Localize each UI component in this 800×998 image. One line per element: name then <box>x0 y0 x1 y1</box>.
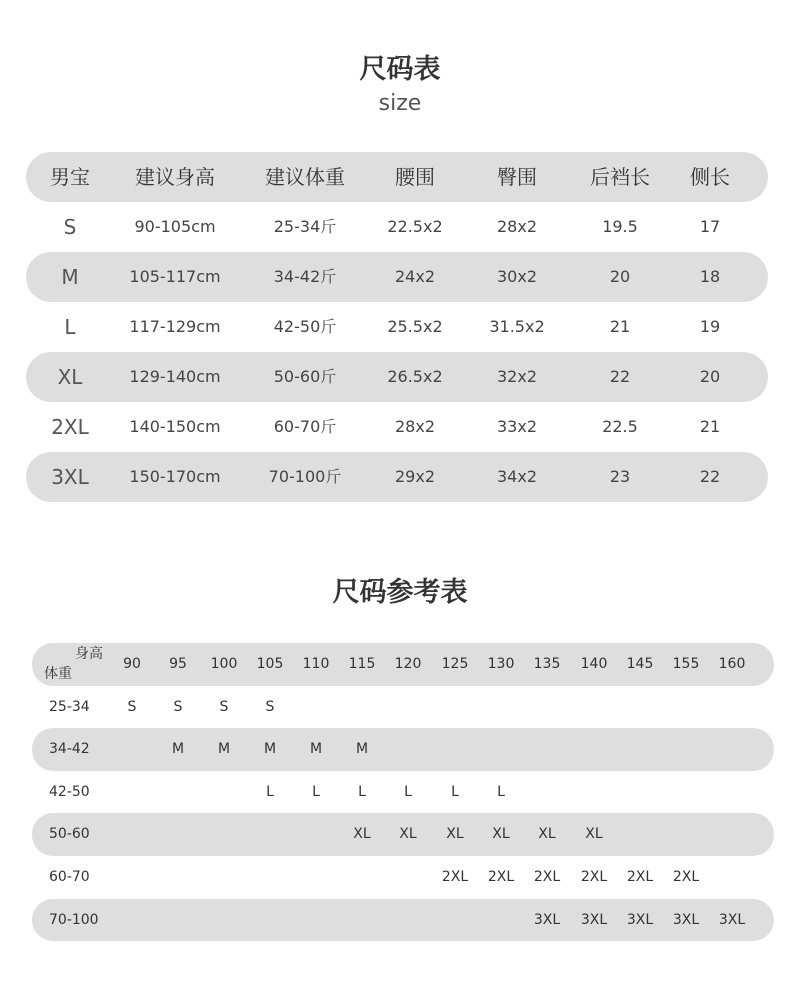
size-table-cell: 32x2 <box>496 367 538 386</box>
size-table-cell: 17 <box>699 217 721 236</box>
height-column-header: 105 <box>256 656 284 672</box>
height-column-header: 160 <box>718 656 746 672</box>
size-table-cell: 25-34斤 <box>273 217 337 236</box>
reference-size-cell: M <box>171 741 185 758</box>
reference-size-cell: 2XL <box>533 868 561 885</box>
reference-table-row <box>32 728 774 771</box>
size-table-header-cell: 臀围 <box>497 165 537 189</box>
reference-size-cell: L <box>312 783 320 800</box>
size-table-cell: 105-117cm <box>129 267 221 286</box>
weight-row-label: 25-34 <box>49 698 90 715</box>
size-table-cell: 31.5x2 <box>489 317 545 336</box>
weight-row-label: 60-70 <box>49 868 90 885</box>
size-table-header-cell: 男宝 <box>50 165 90 189</box>
height-column-header: 155 <box>672 656 700 672</box>
reference-table-row <box>32 899 774 942</box>
reference-table-row <box>32 771 774 814</box>
size-table-cell: 19 <box>699 317 721 336</box>
size-table-cell: 26.5x2 <box>387 367 443 386</box>
reference-size-cell: M <box>263 741 277 758</box>
size-table-row <box>26 452 768 502</box>
reference-size-cell: M <box>309 741 323 758</box>
page-subtitle: size <box>378 91 422 116</box>
corner-weight-label: 体重 <box>44 666 72 682</box>
reference-size-cell: XL <box>399 826 417 843</box>
reference-size-cell: L <box>497 783 505 800</box>
corner-height-label: 身高 <box>75 646 103 662</box>
size-table-header-cell: 建议体重 <box>265 165 345 189</box>
reference-size-cell: S <box>265 698 275 715</box>
size-label: 2XL <box>51 415 89 439</box>
size-table-row <box>26 302 768 352</box>
size-label: XL <box>57 365 83 389</box>
reference-size-cell: L <box>358 783 366 800</box>
size-label: S <box>63 215 77 239</box>
height-column-header: 125 <box>441 656 469 672</box>
weight-row-label: 50-60 <box>49 826 90 843</box>
size-table-header-cell: 腰围 <box>395 165 435 189</box>
size-table-cell: 117-129cm <box>129 317 221 336</box>
size-table-cell: 33x2 <box>496 417 538 436</box>
size-table-cell: 21 <box>609 317 631 336</box>
size-table-cell: 22.5x2 <box>387 217 443 236</box>
size-table-cell: 18 <box>699 267 721 286</box>
size-table-cell: 50-60斤 <box>273 367 337 386</box>
size-table-cell: 60-70斤 <box>273 417 337 436</box>
reference-size-cell: XL <box>585 826 603 843</box>
size-table-cell: 23 <box>609 467 631 486</box>
size-table-header-cell: 后裆长 <box>590 165 650 189</box>
size-table-row <box>26 402 768 452</box>
size-table-cell: 20 <box>699 367 721 386</box>
reference-table <box>32 643 774 941</box>
reference-table-header <box>32 643 774 686</box>
height-column-header: 90 <box>123 656 141 672</box>
reference-size-cell: 2XL <box>626 868 654 885</box>
height-column-header: 100 <box>210 656 238 672</box>
reference-size-cell: XL <box>492 826 510 843</box>
size-table-cell: 24x2 <box>394 267 436 286</box>
reference-size-cell: S <box>219 698 229 715</box>
size-table-cell: 30x2 <box>496 267 538 286</box>
reference-size-cell: 2XL <box>672 868 700 885</box>
reference-size-cell: 3XL <box>718 911 746 928</box>
size-table-cell: 19.5 <box>602 217 638 236</box>
size-table-cell: 42-50斤 <box>273 317 337 336</box>
size-table-cell: 140-150cm <box>129 417 221 436</box>
height-column-header: 135 <box>533 656 561 672</box>
size-table-cell: 21 <box>699 417 721 436</box>
size-table-cell: 25.5x2 <box>387 317 443 336</box>
reference-size-cell: M <box>355 741 369 758</box>
reference-size-cell: 3XL <box>672 911 700 928</box>
size-label: L <box>64 315 76 339</box>
size-table-cell: 90-105cm <box>134 217 216 236</box>
reference-size-cell: XL <box>538 826 556 843</box>
size-table-cell: 150-170cm <box>129 467 221 486</box>
page-title: 尺码表 <box>359 54 441 85</box>
height-column-header: 115 <box>348 656 376 672</box>
reference-size-cell: 2XL <box>580 868 608 885</box>
size-table-cell: 34x2 <box>496 467 538 486</box>
weight-row-label: 70-100 <box>49 911 99 928</box>
size-table-cell: 29x2 <box>394 467 436 486</box>
height-column-header: 140 <box>580 656 608 672</box>
size-table-cell: 28x2 <box>496 217 538 236</box>
size-table-row <box>26 352 768 402</box>
reference-title: 尺码参考表 <box>332 577 468 608</box>
reference-size-cell: L <box>451 783 459 800</box>
reference-size-cell: M <box>217 741 231 758</box>
reference-size-cell: 3XL <box>626 911 654 928</box>
reference-table-row <box>32 686 774 729</box>
size-table-header-cell: 侧长 <box>690 165 730 189</box>
size-table-cell: 20 <box>609 267 631 286</box>
reference-table-row <box>32 813 774 856</box>
weight-row-label: 34-42 <box>49 741 90 758</box>
height-column-header: 130 <box>487 656 515 672</box>
reference-size-cell: 2XL <box>441 868 469 885</box>
size-table-cell: 70-100斤 <box>268 467 342 486</box>
reference-size-cell: 3XL <box>533 911 561 928</box>
reference-size-cell: S <box>173 698 183 715</box>
height-column-header: 110 <box>302 656 330 672</box>
reference-size-cell: L <box>404 783 412 800</box>
height-column-header: 95 <box>169 656 187 672</box>
reference-size-cell: XL <box>353 826 371 843</box>
height-column-header: 145 <box>626 656 654 672</box>
size-table-cell: 28x2 <box>394 417 436 436</box>
size-table-header-cell: 建议身高 <box>135 165 215 189</box>
weight-row-label: 42-50 <box>49 783 90 800</box>
size-table-cell: 22 <box>609 367 631 386</box>
reference-size-cell: XL <box>446 826 464 843</box>
reference-size-cell: S <box>127 698 137 715</box>
size-label: M <box>61 265 79 289</box>
size-label: 3XL <box>51 465 89 489</box>
size-table-header <box>26 152 768 202</box>
size-table-cell: 22 <box>699 467 721 486</box>
height-column-header: 120 <box>394 656 422 672</box>
reference-size-cell: 2XL <box>487 868 515 885</box>
reference-size-cell: 3XL <box>580 911 608 928</box>
size-table-cell: 34-42斤 <box>273 267 337 286</box>
reference-table-row <box>32 856 774 899</box>
size-table <box>26 152 768 502</box>
size-table-row <box>26 252 768 302</box>
reference-size-cell: L <box>266 783 274 800</box>
size-table-cell: 22.5 <box>602 417 638 436</box>
size-table-cell: 129-140cm <box>129 367 221 386</box>
size-table-row <box>26 202 768 252</box>
